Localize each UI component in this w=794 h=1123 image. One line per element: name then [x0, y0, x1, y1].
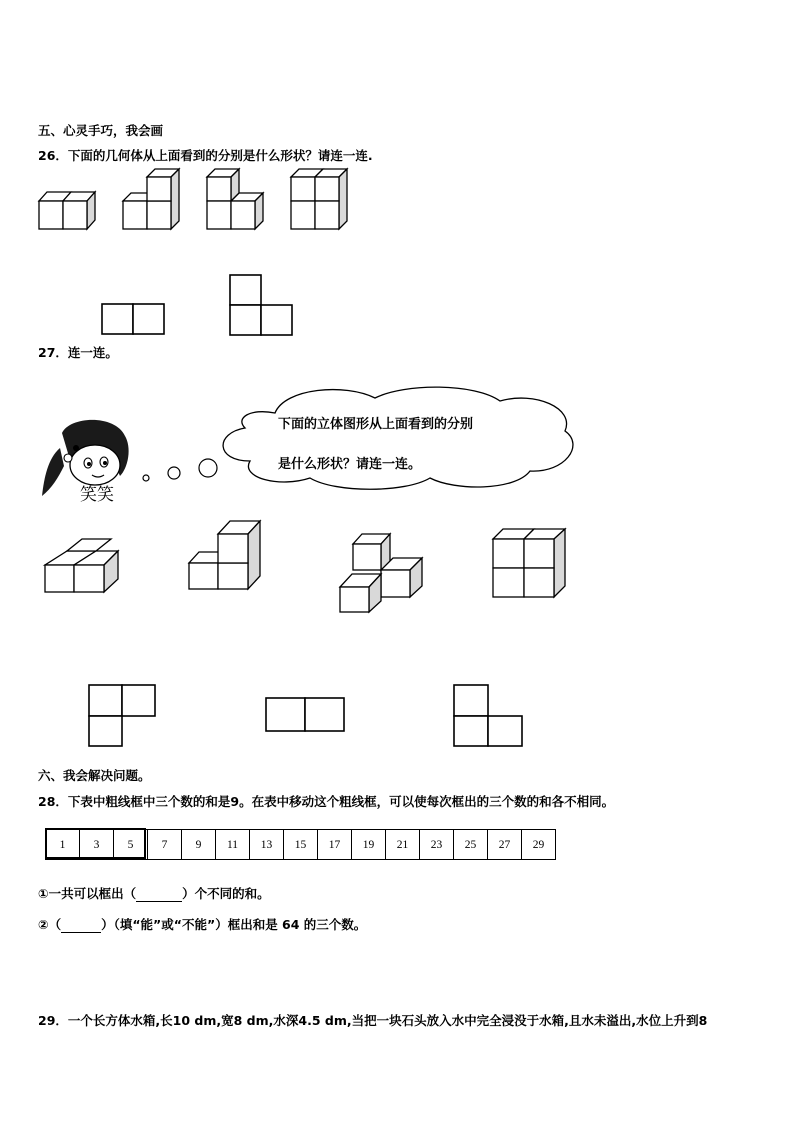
q27-view-2 — [265, 697, 347, 733]
table-cell: 19 — [352, 830, 386, 860]
table-cell: 1 — [46, 830, 80, 860]
q26-solid-3 — [206, 169, 271, 231]
character-name: 笑笑 — [80, 485, 114, 505]
table-cell: 25 — [454, 830, 488, 860]
bubble-text-line-1: 下面的立体图形从上面看到的分别 — [278, 417, 474, 432]
question-28-sub-2 — [38, 915, 366, 933]
q26-view-1 — [101, 303, 167, 335]
q26-solid-2 — [122, 169, 187, 231]
q27-solid-3 — [338, 530, 428, 614]
table-cell: 21 — [386, 830, 420, 860]
question-28-sub-1 — [38, 884, 270, 902]
sub-2-suffix: ）（填“能”或“不能”）框出和是 64 的三个数。 — [101, 917, 367, 932]
q27-solid-2 — [188, 519, 264, 591]
table-cell: 5 — [114, 830, 148, 860]
section-5-title: 五、心灵手巧，我会画 — [38, 123, 164, 138]
table-cell: 9 — [182, 830, 216, 860]
answer-blank-1[interactable] — [136, 886, 182, 902]
q27-solid-4 — [492, 528, 570, 600]
answer-blank-2[interactable] — [61, 917, 101, 933]
sub-1-suffix: ）个不同的和。 — [182, 886, 270, 901]
sub-2-prefix: ②（ — [38, 917, 62, 932]
q27-view-3 — [453, 684, 525, 748]
section-6-title: 六、我会解决问题。 — [38, 768, 151, 783]
q26-solid-1 — [38, 185, 103, 230]
table-cell: 11 — [216, 830, 250, 860]
question-29-text: 29．一个长方体水箱,长10 dm,宽8 dm,水深4.5 dm,当把一块石头放入水中完全浸没于水箱,且水未溢出,水位上升到8 — [38, 1013, 708, 1028]
table-cell: 23 — [420, 830, 454, 860]
table-cell: 17 — [318, 830, 352, 860]
thick-frame[interactable] — [45, 828, 146, 859]
q26-view-2 — [229, 274, 295, 336]
speech-cloud — [215, 383, 585, 493]
table-cell: 27 — [488, 830, 522, 860]
thought-bubbles — [140, 458, 220, 488]
table-cell: 7 — [148, 830, 182, 860]
table-cell: 15 — [284, 830, 318, 860]
table-cell: 3 — [80, 830, 114, 860]
q27-solid-1 — [44, 538, 124, 594]
q26-solid-4 — [290, 169, 355, 231]
question-28-text: 28．下表中粗线框中三个数的和是9。在表中移动这个粗线框，可以使每次框出的三个数的和各不相同。 — [38, 794, 615, 809]
sub-1-prefix: ①一共可以框出（ — [38, 886, 137, 901]
table-cell: 13 — [250, 830, 284, 860]
q27-view-1 — [88, 684, 158, 748]
bubble-text-line-2: 是什么形状？请连一连。 — [278, 457, 422, 472]
question-27-text: 27．连一连。 — [38, 345, 118, 360]
table-cell: 29 — [522, 830, 556, 860]
question-26-text: 26．下面的几何体从上面看到的分别是什么形状？请连一连. — [38, 148, 373, 163]
